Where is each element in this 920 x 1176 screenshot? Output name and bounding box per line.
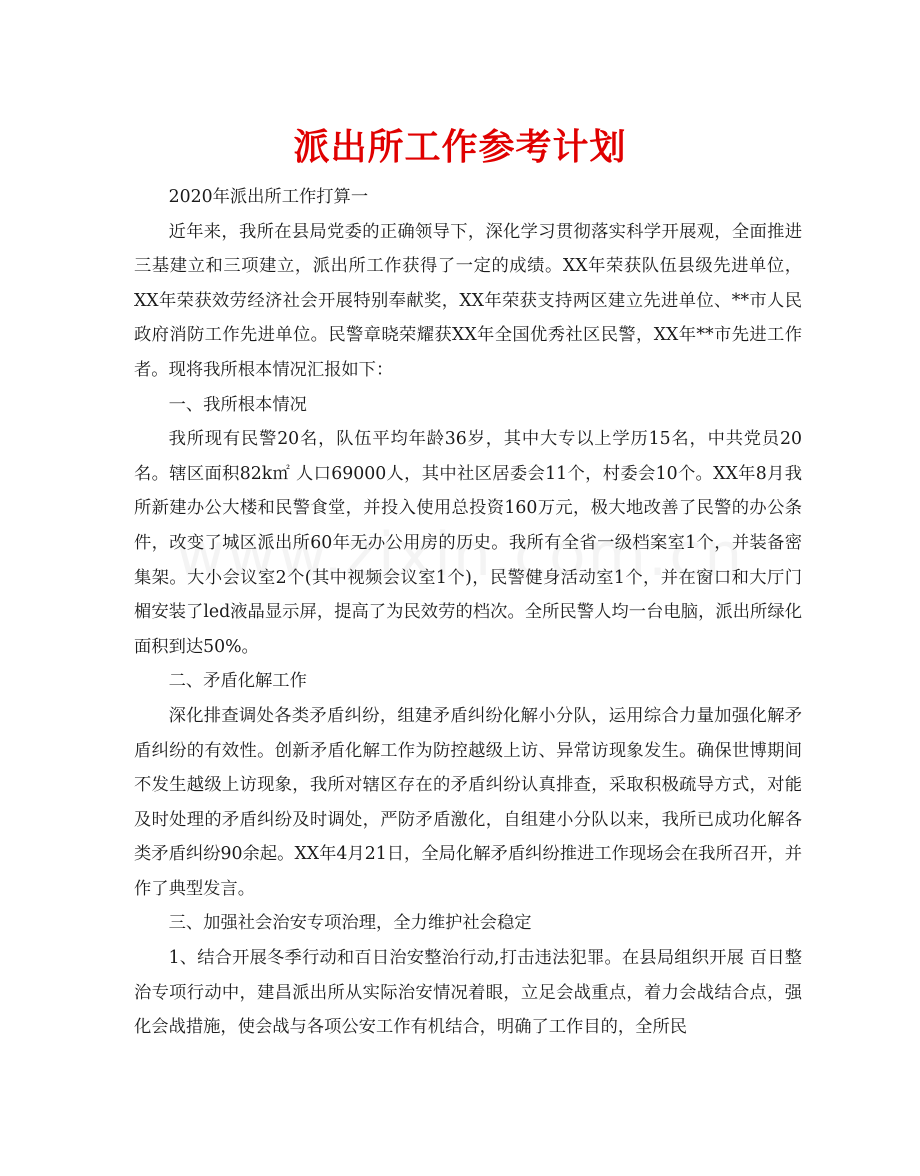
paragraph: 深化排查调处各类矛盾纠纷，组建矛盾纠纷化解小分队，运用综合力量加强化解矛盾纠纷的有效性。创新矛盾化解工作为防控越级上访、异常访现象发生。确保世博期间不发生越级上访现象，我所对辖区存在的矛盾纠纷认真排查，采取积极疏导方式，对能及时处理的矛盾纠纷及时调处，严防矛盾激化，自组建小分队以来，我所已成功化解各类矛盾纠纷90余起。XX年4月21日，全局化解矛盾纠纷推进工作现场会在我所召开，并作了典型发言。 bbox=[134, 705, 802, 899]
paragraph: 2020年派出所工作打算一 bbox=[168, 187, 369, 207]
section-heading: 二、矛盾化解工作 bbox=[168, 671, 307, 692]
paragraph: 1、结合开展冬季行动和百日治安整治行动,打击违法犯罪。在县局组织开展 百日整治专项行动中，建昌派出所从实际治安情况着眼，立足会战重点，着力会战结合点，强化会战措施，使会战与各项公安工作有机结合，明确了工作目的，全所民 bbox=[134, 948, 802, 1038]
document-body bbox=[134, 180, 802, 1045]
paragraph: 我所现有民警20名，队伍平均年龄36岁，其中大专以上学历15名，中共党员20名。辖区面积82k㎡ 人口69000人，其中社区居委会11个，村委会10个。XX年8月我所新建办公大楼和民警食堂，并投入使用总投资160万元，极大地改善了民警的办公条件，改变了城区派出所60年无办公用房的历史。我所有全省一级档案室1个，并装备密集架。大小会议室2个(其中视频会议室1个)，民警健身活动室1个，并在窗口和大厅门楣安装了led液晶显示屏，提高了为民效劳的档次。全所民警人均一台电脑，派出所绿化面积到达50%。 bbox=[134, 429, 802, 657]
section-heading: 一、我所根本情况 bbox=[168, 394, 307, 415]
section-heading: 三、加强社会治安专项治理，全力维护社会稳定 bbox=[168, 913, 532, 934]
paragraph: 近年来，我所在县局党委的正确领导下，深化学习贯彻落实科学开展观，全面推进三基建立和三项建立，派出所工作获得了一定的成绩。XX年荣获队伍县级先进单位，XX年荣获效劳经济社会开展特别奉献奖，XX年荣获支持两区建立先进单位、**市人民政府消防工作先进单位。民警章晓荣耀获XX年全国优秀社区民警，XX年**市先进工作者。现将我所根本情况汇报如下： bbox=[134, 221, 802, 380]
document-title: 派出所工作参考计划 bbox=[293, 127, 627, 168]
